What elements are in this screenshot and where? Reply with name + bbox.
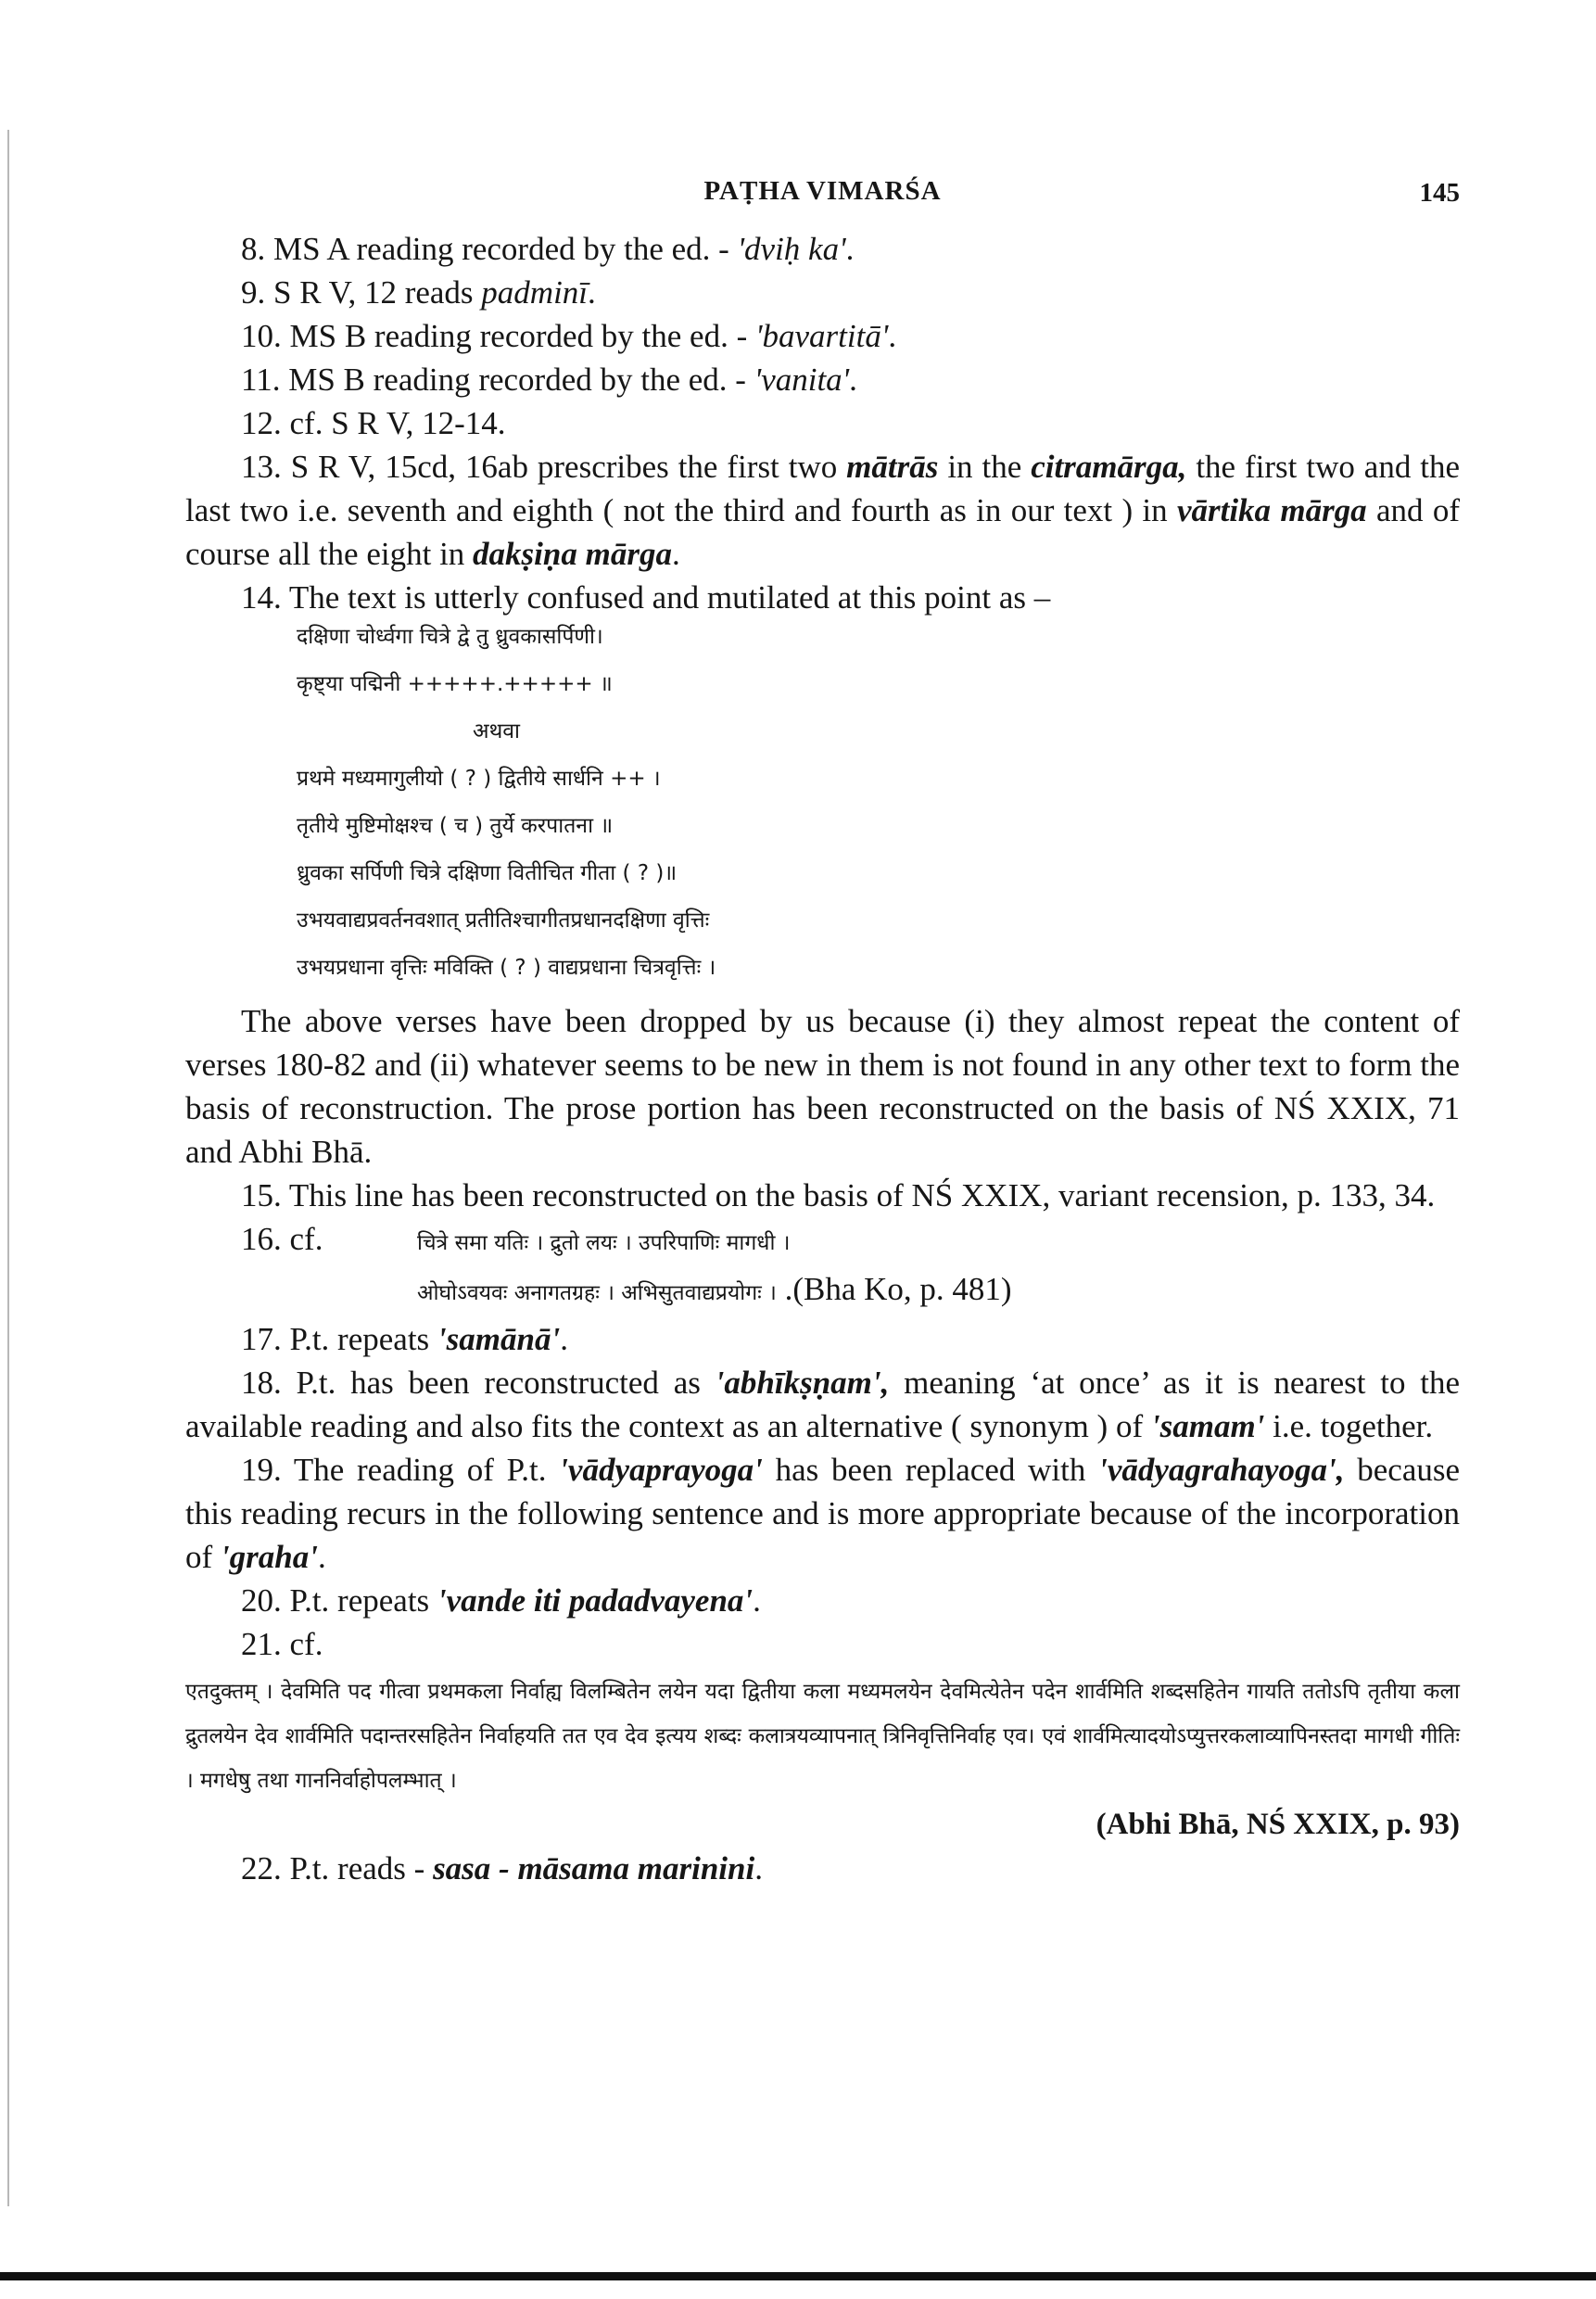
note-21-sanskrit: एतदुक्तम् । देवमिति पद गीत्वा प्रथमकला निर्वाह्य विलम्बितेन लयेन यदा द्वितीया कला मध्यमलयेन देवमित्येतेन पदेन शार्वमिति शब्दसहितेन गायति ततोऽपि तृतीया कला द्रुतलयेन देव शार्वमिति पदान्तरसहितेन निर्वाहयति तत एव देव इत्यय शब्दः कलात्रयव्यापनात् त्रिनिवृत्तिनिर्वाह एव। एवं शार्वमित्यादयोऽप्युत्तरकलाव्यापिनस्तदा मागधी गीतिः । मगधेषु तथा गाननिर्वाहोपलम्भात् ।: [185, 1680, 1460, 1793]
verse-line: उभयवाद्यप्रवर्तनवशात् प्रतीतिश्चागीतप्रधानदक्षिणा वृत्तिः: [297, 908, 710, 933]
verse-line: उभयप्रधाना वृत्तिः मविक्ति ( ? ) वाद्यप्रधाना चित्रवृत्तिः ।: [297, 956, 716, 980]
verse-separator: अथवा: [473, 719, 521, 743]
note-10-term: 'bavartitā': [755, 318, 889, 354]
note-10: 10. MS B reading recorded by the ed. - 'bavartitā'.: [241, 318, 897, 354]
note-17-term: 'samānā': [437, 1321, 561, 1357]
page-header: [185, 176, 1460, 219]
verse-line: ध्रुवका सर्पिणी चित्रे दक्षिणा वितीचित गीता ( ? )॥: [297, 861, 678, 885]
note-21-source: (Abhi Bhā, NŚ XXIX, p. 93): [1096, 1808, 1460, 1841]
note-14-explanation: The above verses have been dropped by us because (i) they almost repeat the content of verses 180-82 and (ii) whatever seems to be new in them is not found in any other text to form the basis of reconstruction. The prose portion has been reconstructed on the basis of NŚ XXIX, 71 and Abhi Bhā.: [185, 1003, 1460, 1170]
note-16-label: 16. cf.: [241, 1221, 323, 1257]
note-19: 19. The reading of P.t. 'vādyaprayoga' has been replaced with 'vādyagrahayoga', because this reading recurs in the following sentence and is more appropriate because of the incorporation of 'graha'.: [185, 1452, 1461, 1575]
bottom-rule: [0, 2272, 1596, 2280]
note-17: 17. P.t. repeats 'samānā'.: [241, 1321, 568, 1357]
note-8-term: 'dviḥ ka': [737, 231, 846, 267]
note-9: 9. S R V, 12 reads padminī.: [241, 274, 596, 311]
note-16-sanskrit-2: ओघोऽवयवः अनागतग्रहः । अभिसुतवाद्यप्रयोगः ।: [417, 1281, 777, 1305]
verse-line: प्रथमे मध्यमागुलीयो ( ? ) द्वितीये सार्धनि ++ ।: [297, 767, 661, 791]
page-number: 145: [1419, 178, 1460, 208]
note-14-verses: [185, 614, 1460, 992]
note-14: 14. The text is utterly confused and mutilated at this point as –: [241, 579, 1051, 616]
verse-line: तृतीये मुष्टिमोक्षश्च ( च ) तुर्ये करपातना ॥: [297, 814, 614, 838]
note-11: 11. MS B reading recorded by the ed. - 'vanita'.: [241, 362, 857, 398]
note-13: 13. S R V, 15cd, 16ab prescribes the first two mātrās in the citramārga, the first two and the last two i.e. seventh and eighth ( not the third and fourth as in our text ) in vārtika mārga and of course all the eight in dakṣiṇa mārga.: [185, 449, 1461, 572]
note-20-term: 'vande iti padadvayena': [437, 1582, 754, 1619]
note-20: 20. P.t. repeats 'vande iti padadvayena'.: [241, 1582, 761, 1619]
page-binding-edge: [7, 130, 9, 2206]
note-22: 22. P.t. reads - sasa - māsama marinini.: [241, 1850, 763, 1886]
note-12: 12. cf. S R V, 12-14.: [241, 405, 506, 441]
note-9-term: padminī: [481, 274, 589, 311]
note-18: 18. P.t. has been reconstructed as 'abhīkṣṇam', meaning ‘at once’ as it is nearest to the available reading and also fits the context as an alternative ( synonym ) of 'samam' i.e. together.: [185, 1365, 1460, 1444]
note-8: 8. MS A reading recorded by the ed. - 'dviḥ ka'.: [241, 231, 855, 267]
note-16-sanskrit-1: चित्रे समा यतिः । द्रुतो लयः । उपरिपाणिः मागधी ।: [417, 1231, 791, 1255]
verse-line: दक्षिणा चोर्ध्वगा चित्रे द्वे तु ध्रुवकासर्पिणी।: [297, 625, 603, 649]
footnotes: [185, 227, 1460, 1890]
note-16-line-2: [185, 1267, 1460, 1317]
note-16: [185, 1217, 1460, 1267]
running-title: PAṬHA VIMARŚA: [703, 176, 942, 206]
note-15: 15. This line has been reconstructed on the basis of NŚ XXIX, variant recension, p. 133, 34.: [241, 1177, 1436, 1213]
note-16-ref: .(Bha Ko, p. 481): [776, 1271, 1012, 1307]
note-22-term: sasa - māsama marinini: [433, 1850, 755, 1886]
verse-line: कृष्ट्या पद्मिनी +++++.+++++ ॥: [297, 672, 613, 696]
note-21-label: 21. cf.: [241, 1626, 323, 1662]
note-11-term: 'vanita': [754, 362, 850, 398]
